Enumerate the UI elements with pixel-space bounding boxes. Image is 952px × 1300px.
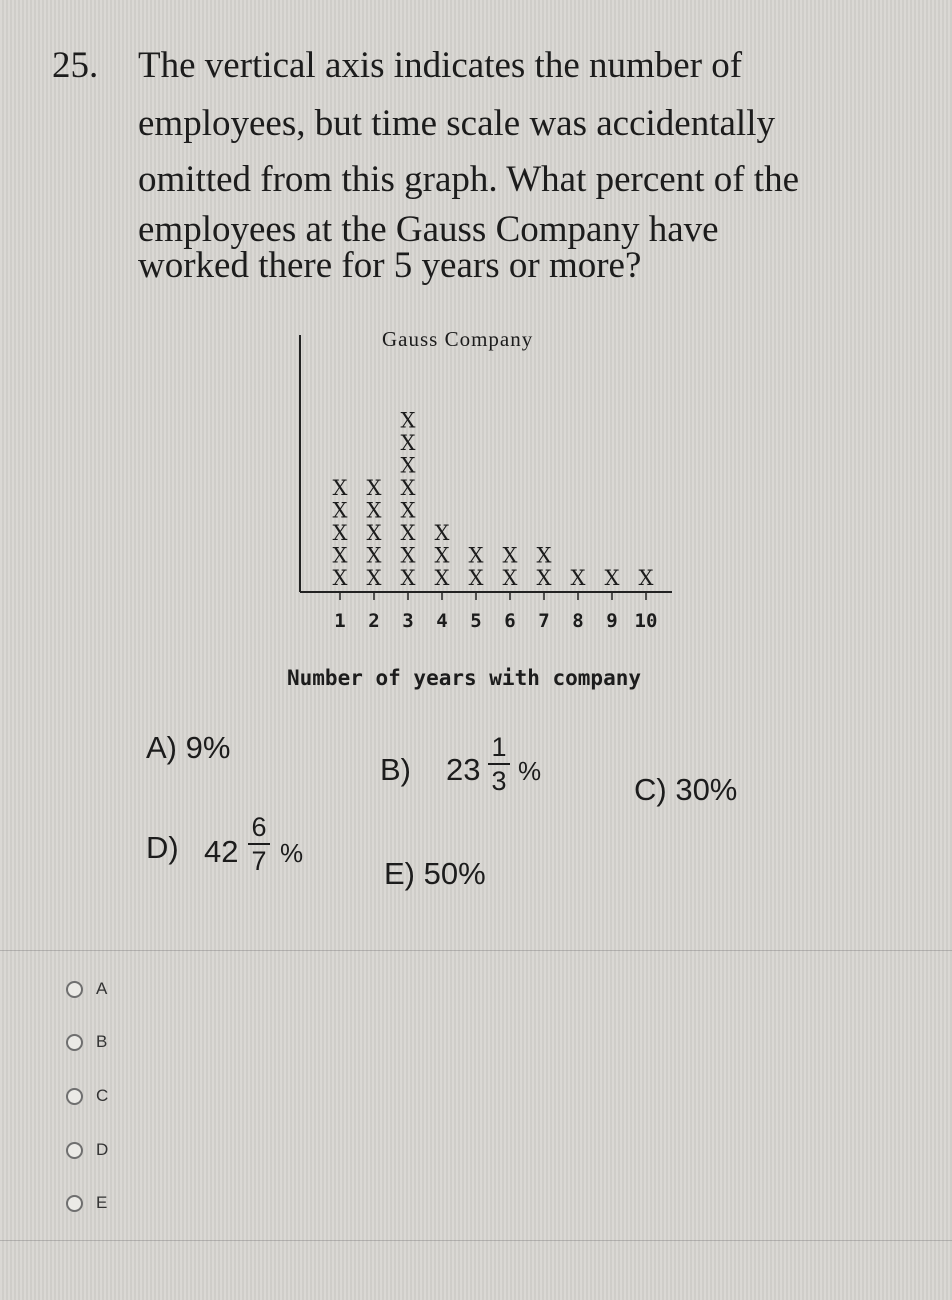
x-mark: X <box>468 566 484 590</box>
divider <box>0 1240 952 1241</box>
answer-d-percent: % <box>280 838 304 868</box>
x-mark: X <box>366 566 382 590</box>
chart-title: Gauss Company <box>382 327 534 351</box>
x-mark: X <box>366 543 382 568</box>
x-tick-label: 2 <box>368 610 380 632</box>
question-line-1: The vertical axis indicates the number of <box>138 45 743 86</box>
answer-a: A) 9% <box>146 730 231 765</box>
radio-button[interactable] <box>66 1034 83 1051</box>
radio-button[interactable] <box>66 981 83 998</box>
x-tick-label: 6 <box>504 610 516 632</box>
x-mark: X <box>400 431 416 455</box>
x-tick-label: 10 <box>634 610 658 632</box>
x-tick-label: 4 <box>436 610 448 632</box>
option-a[interactable] <box>66 976 107 1002</box>
x-mark: X <box>332 476 348 500</box>
x-mark: X <box>502 543 518 568</box>
radio-button[interactable] <box>66 1088 83 1105</box>
question-line-2: employees, but time scale was accidentally <box>138 103 775 144</box>
x-mark: X <box>400 453 416 478</box>
x-mark: X <box>434 566 450 590</box>
x-mark: X <box>366 521 382 545</box>
x-tick-label: 1 <box>334 610 346 632</box>
x-mark: X <box>400 543 416 568</box>
x-mark: X <box>638 566 654 590</box>
option-label: C <box>96 1086 109 1105</box>
answer-b-fraction <box>488 732 510 796</box>
option-e[interactable] <box>66 1190 107 1216</box>
x-mark: X <box>536 543 552 568</box>
option-label: B <box>96 1032 108 1051</box>
x-mark: X <box>332 566 348 590</box>
divider <box>0 950 952 951</box>
answer-c: C) 30% <box>634 772 738 807</box>
x-tick-label: 8 <box>572 610 584 632</box>
x-tick-label: 3 <box>402 610 414 632</box>
question-line-3: omitted from this graph. What percent of the <box>138 159 800 200</box>
x-mark: X <box>400 498 416 523</box>
x-mark: X <box>332 498 348 523</box>
x-axis-label: Number of years with company <box>287 666 642 690</box>
option-label: E <box>96 1193 108 1212</box>
radio-button[interactable] <box>66 1142 83 1159</box>
answer-d-fraction <box>248 812 270 876</box>
fraction-bar <box>488 763 510 765</box>
answer-d-prefix: D) <box>146 830 179 865</box>
x-mark: X <box>570 566 586 590</box>
answer-e: E) 50% <box>384 856 486 891</box>
x-tick-label: 5 <box>470 610 482 632</box>
answer-b-percent: % <box>518 756 542 786</box>
x-mark: X <box>400 408 416 433</box>
x-mark: X <box>332 521 348 545</box>
option-b[interactable] <box>66 1029 107 1055</box>
question-line-5: worked there for 5 years or more? <box>138 245 642 286</box>
option-d[interactable] <box>66 1137 108 1163</box>
x-mark: X <box>502 566 518 590</box>
question-line-4: employees at the Gauss Company have <box>138 209 719 250</box>
x-mark: X <box>366 498 382 523</box>
x-mark: X <box>366 476 382 500</box>
x-mark: X <box>400 566 416 590</box>
x-tick-label: 7 <box>538 610 550 632</box>
answer-b-prefix: B) <box>380 752 411 787</box>
answer-b-denominator: 3 <box>491 766 507 796</box>
x-tick-label: 9 <box>606 610 618 632</box>
x-mark: X <box>434 521 450 545</box>
radio-button[interactable] <box>66 1195 83 1212</box>
line-plot <box>290 330 690 660</box>
x-mark: X <box>468 543 484 568</box>
x-mark: X <box>400 521 416 545</box>
option-label: D <box>96 1140 109 1159</box>
answer-d-denominator: 7 <box>251 846 267 876</box>
x-mark: X <box>332 543 348 568</box>
answer-b-whole: 23 <box>446 752 481 787</box>
option-label: A <box>96 979 108 998</box>
answer-d-whole: 42 <box>204 834 239 869</box>
x-mark: X <box>434 543 450 568</box>
x-mark: X <box>604 566 620 590</box>
fraction-bar <box>248 843 270 845</box>
answer-b-numerator: 1 <box>491 732 507 762</box>
x-mark: X <box>400 476 416 500</box>
question-number: 25. <box>52 45 99 86</box>
answer-d-numerator: 6 <box>251 812 267 842</box>
x-mark: X <box>536 566 552 590</box>
option-c[interactable] <box>66 1083 108 1109</box>
